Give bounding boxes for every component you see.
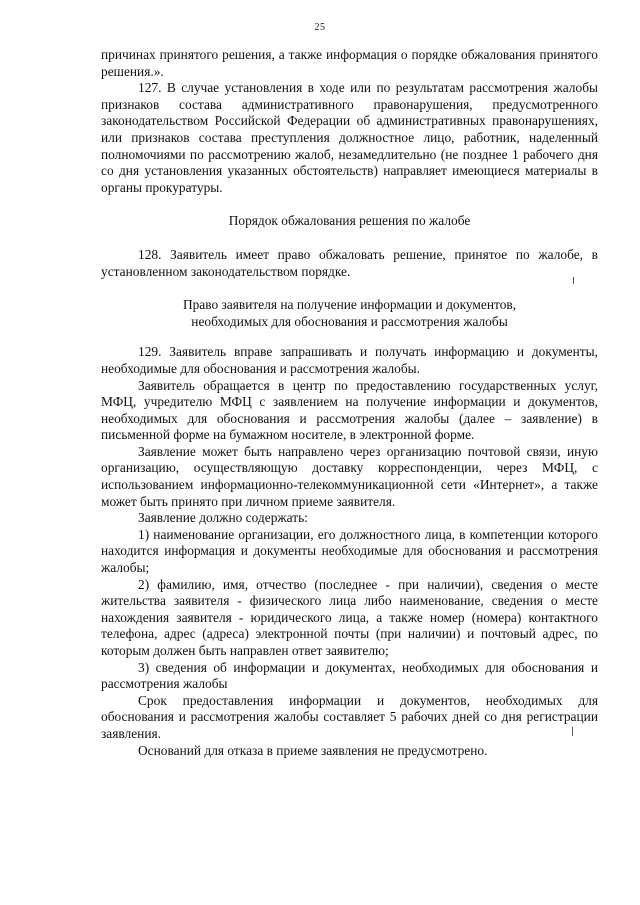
list-item-3: 3) сведения об информации и документах, необходимых для обоснования и рассмотрения жалобы [101, 659, 598, 692]
section-heading-rights-line1: Право заявителя на получение информации и документов, [182, 297, 517, 313]
paragraph-129: 129. Заявитель вправе запрашивать и получать информацию и документы, необходимые для обоснования и рассмотрения жалобы. [101, 344, 598, 376]
paragraph-application-submission: Заявитель обращается в центр по предоставлению государственных услуг, МФЦ, учредителю МФЦ с заявлением на получение информации и документов, необходимых для обоснования и рассмотрения жалобы (далее – заявление) в письменной форме на бумажном носителе, в электронной форме. [101, 377, 598, 443]
scan-mark [572, 727, 573, 736]
scan-mark [573, 277, 574, 284]
page-number: 25 [314, 22, 326, 33]
paragraph-128: 128. Заявитель имеет право обжаловать решение, принятое по жалобе, в установленном законодательством порядке. [101, 246, 598, 279]
paragraph-continuation: причинах принятого решения, а также информация о порядке обжалования принятого решения.». [101, 47, 598, 79]
list-item-2: 2) фамилию, имя, отчество (последнее - при наличии), сведения о месте жительства заявителя - физического лица либо наименование, сведения о месте нахождения заявителя - юридического лица, а также номер (номера) контактного телефона, адрес (адреса) электронной почты (при наличии) и почтовый адрес, по которым должен быть направлен ответ заявителю; [101, 576, 598, 658]
list-item-1: 1) наименование организации, его должностного лица, в компетенции которого находится информация и документы необходимые для обоснования и рассмотрения жалобы; [101, 526, 598, 576]
paragraph-no-refusal: Оснований для отказа в приеме заявления не предусмотрено. [138, 742, 488, 758]
document-body [101, 47, 598, 759]
paragraph-application-delivery: Заявление может быть направлено через организацию почтовой связи, иную организацию, осуществляющую доставку корреспонденции, через МФЦ, с использованием информационно-телекоммуникационной сети «Интернет», а также может быть принято при личном приеме заявителя. [101, 443, 598, 509]
section-heading-appeal: Порядок обжалования решения по жалобе [228, 213, 471, 229]
paragraph-deadline: Срок предоставления информации и документов, необходимых для обоснования и рассмотрения жалобы составляет 5 рабочих дней со дня регистрации заявления. [101, 692, 598, 741]
paragraph-127: 127. В случае установления в ходе или по результатам рассмотрения жалобы признаков состава административного правонарушения, предусмотренного законодательством Российской Федерации об административных правонарушениях, или признаков состава преступления должностное лицо, работник, наделенный полномочиями по рассмотрению жалоб, незамедлительно (не позднее 1 рабочего дня со дня установления указанных обстоятельств) направляет имеющиеся материалы в органы прокуратуры. [101, 80, 598, 195]
section-heading-rights-line2: необходимых для обоснования и рассмотрения жалобы [191, 313, 508, 329]
paragraph-application-contents: Заявление должно содержать: [138, 510, 308, 526]
